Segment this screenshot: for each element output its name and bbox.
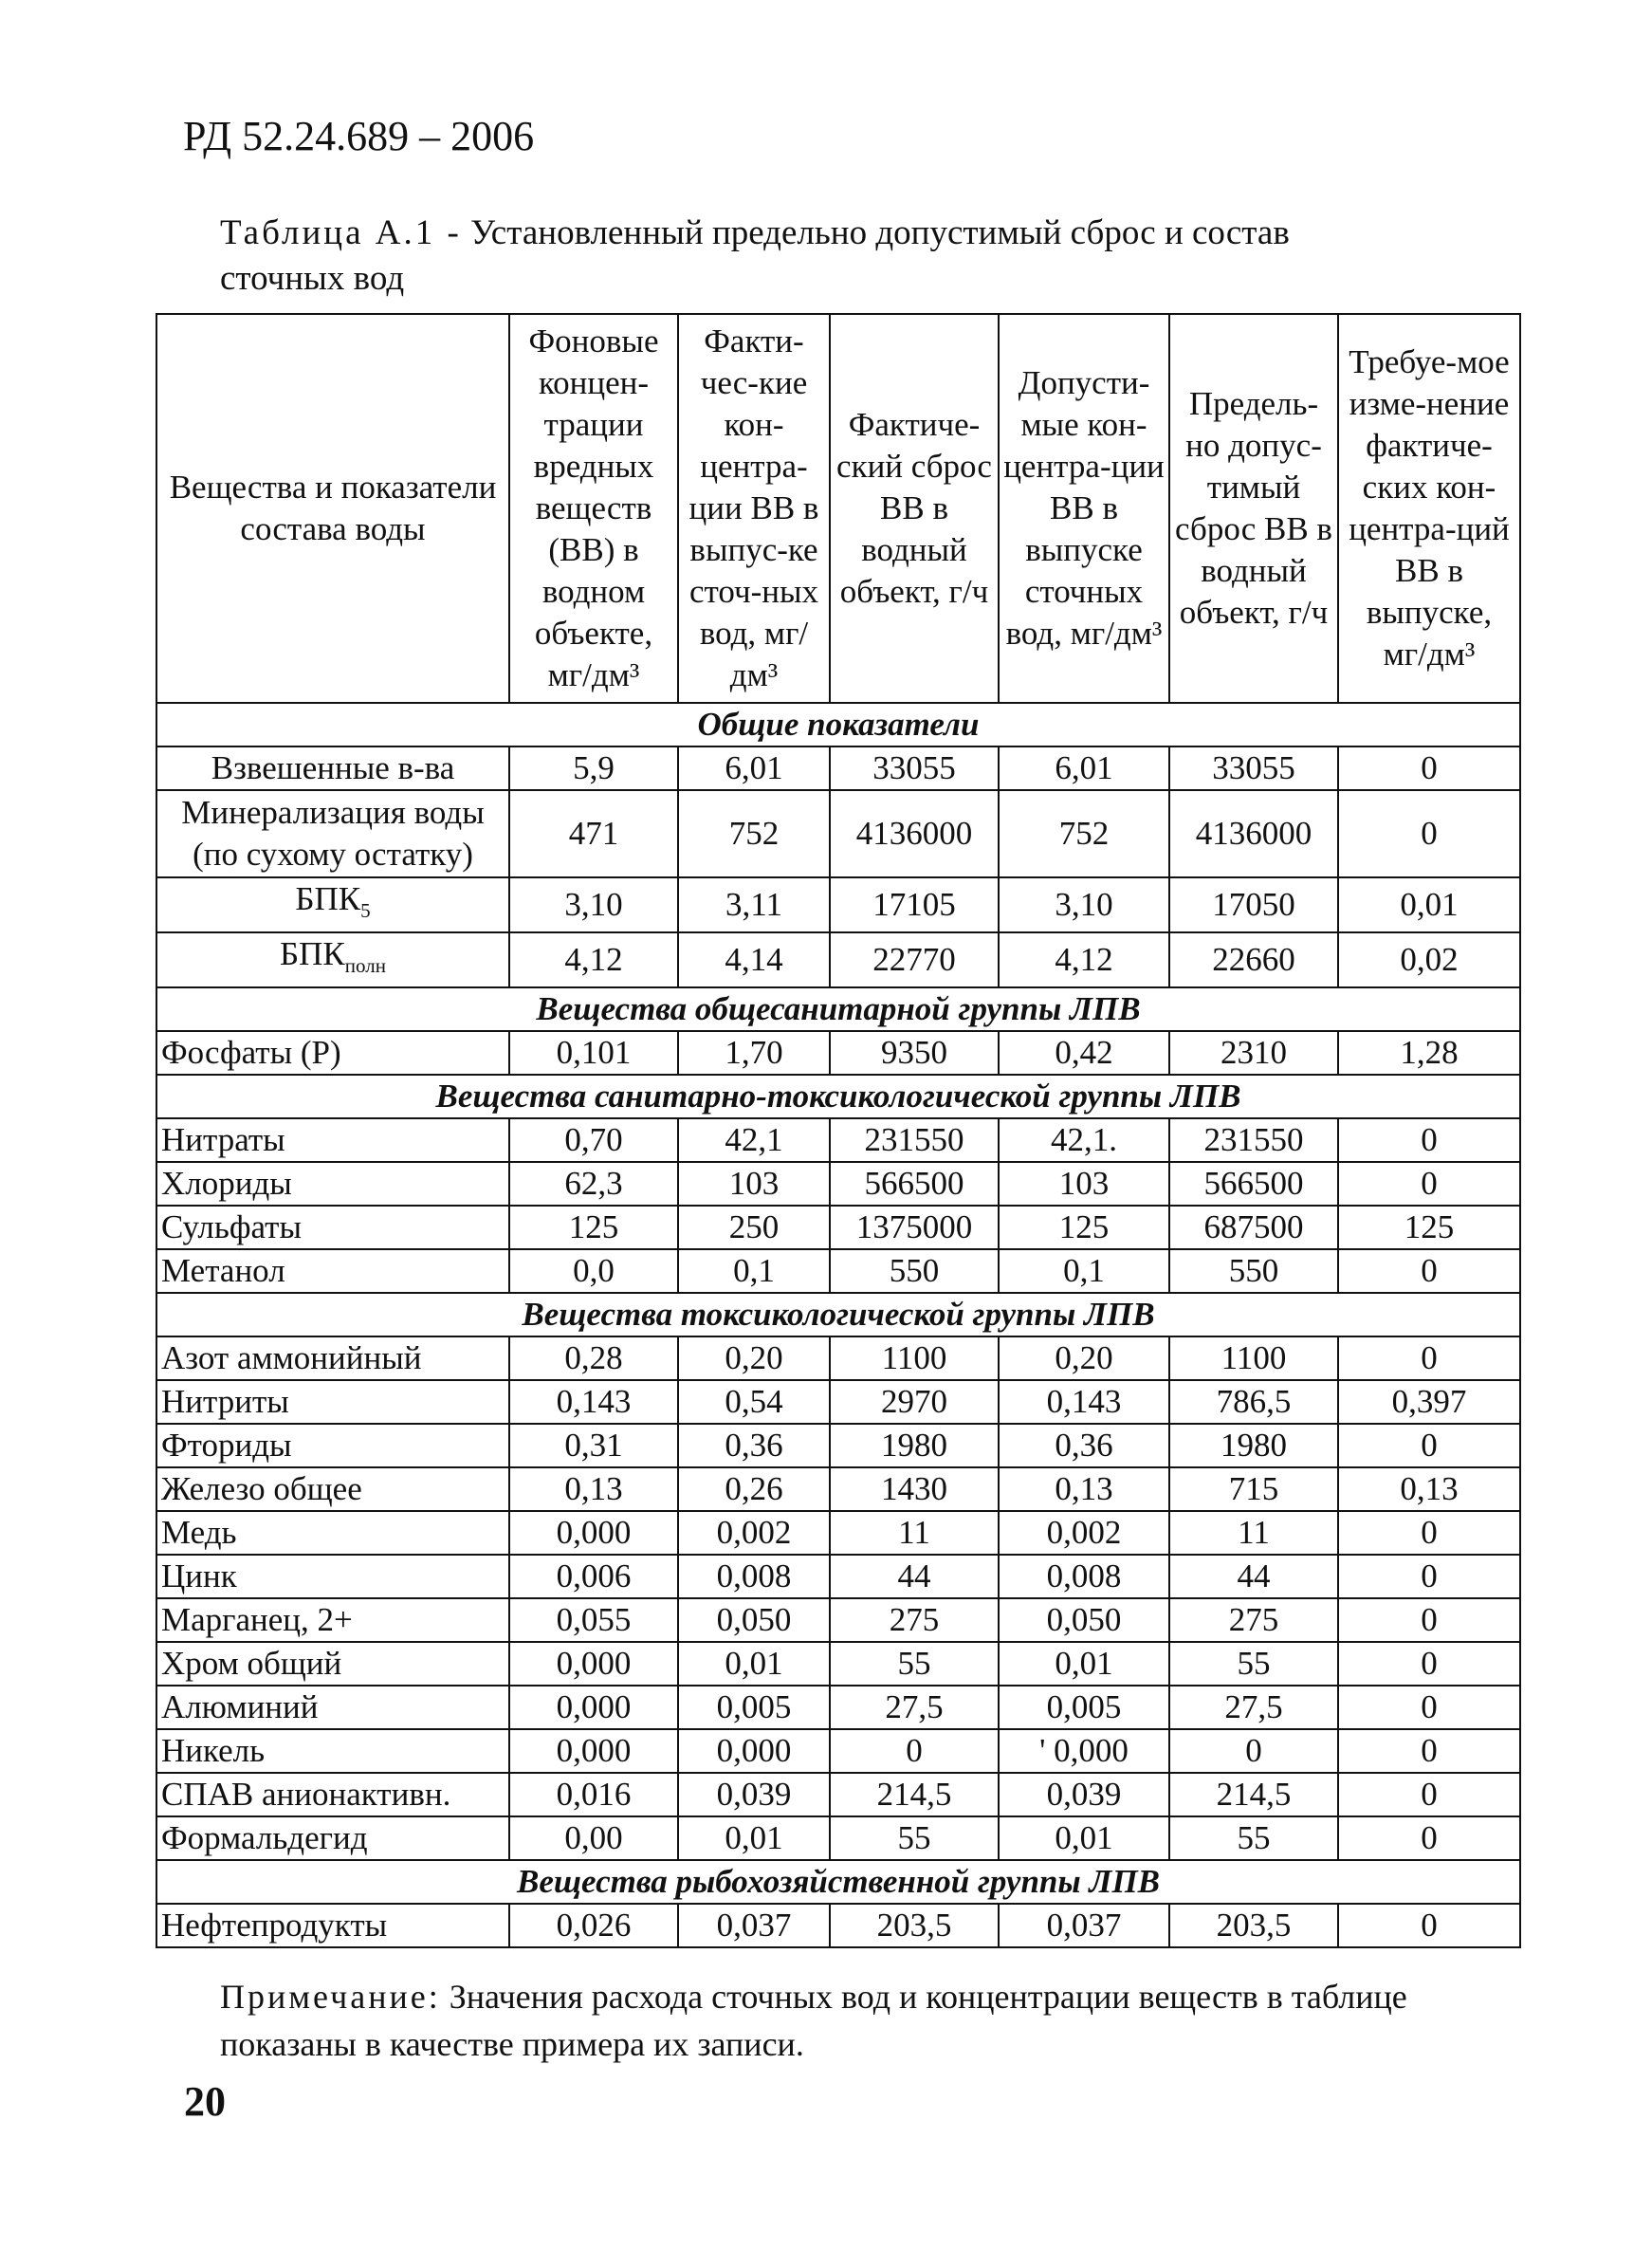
- value-cell: 0,01: [678, 1642, 830, 1686]
- value-cell: 275: [1169, 1598, 1338, 1642]
- substance-label: Никель: [161, 1732, 266, 1769]
- value-cell: 11: [830, 1511, 999, 1555]
- table-row: [156, 1598, 1520, 1642]
- section-title: Вещества токсикологической группы ЛПВ: [156, 1293, 1520, 1336]
- value-cell: 0: [1338, 1249, 1520, 1293]
- table-row: [156, 1729, 1520, 1773]
- substance-name: [156, 1162, 509, 1206]
- value-cell: 0,01: [999, 1642, 1169, 1686]
- substance-name: [156, 877, 509, 932]
- substance-label: Нефтепродукты: [161, 1907, 388, 1944]
- value-cell: 1,28: [1338, 1031, 1520, 1075]
- value-cell: 0: [1338, 1816, 1520, 1860]
- value-cell: 0,28: [509, 1336, 678, 1380]
- substance-name: [156, 1904, 509, 1947]
- value-cell: 0,005: [999, 1686, 1169, 1729]
- value-cell: 0,000: [509, 1511, 678, 1555]
- value-cell: 0,42: [999, 1031, 1169, 1075]
- section-row: [156, 703, 1520, 746]
- value-cell: 27,5: [830, 1686, 999, 1729]
- substance-label: БПК: [280, 935, 345, 972]
- table-row: [156, 1336, 1520, 1380]
- value-cell: 687500: [1169, 1206, 1338, 1249]
- value-cell: 33055: [830, 746, 999, 790]
- caption-label: Таблица А.1 -: [220, 213, 462, 252]
- substance-label: Цинк: [161, 1557, 237, 1594]
- value-cell: 0,1: [999, 1249, 1169, 1293]
- value-cell: 22660: [1169, 932, 1338, 987]
- table-row: [156, 1206, 1520, 1249]
- section-title: Вещества санитарно-токсикологической группы ЛПВ: [156, 1075, 1520, 1118]
- substance-name: [156, 1118, 509, 1162]
- value-cell: 4136000: [830, 790, 999, 877]
- value-cell: 1100: [830, 1336, 999, 1380]
- value-cell: 0: [1338, 1904, 1520, 1947]
- value-cell: 0,00: [509, 1816, 678, 1860]
- column-header: Фактиче-ский сброс ВВ в водный объект, г/ч: [830, 314, 999, 703]
- column-header: Вещества и показатели состава воды: [156, 314, 509, 703]
- table-row: [156, 1904, 1520, 1947]
- value-cell: 0,000: [509, 1729, 678, 1773]
- value-cell: 2310: [1169, 1031, 1338, 1075]
- table-row: [156, 1162, 1520, 1206]
- value-cell: 203,5: [1169, 1904, 1338, 1947]
- value-cell: 752: [999, 790, 1169, 877]
- section-row: [156, 987, 1520, 1031]
- value-cell: 0,13: [999, 1467, 1169, 1511]
- value-cell: 0: [1338, 746, 1520, 790]
- value-cell: 4,14: [678, 932, 830, 987]
- substance-name: [156, 1249, 509, 1293]
- column-header: Фоновые концен-трации вредных веществ (ВВ) в водном объекте, мг/дм³: [509, 314, 678, 703]
- value-cell: 0: [1338, 1118, 1520, 1162]
- value-cell: 0,143: [999, 1380, 1169, 1424]
- substance-label: СПАВ анионактивн.: [161, 1776, 451, 1813]
- substance-label: Азот аммонийный: [161, 1339, 422, 1376]
- substance-label: Сульфаты: [161, 1208, 302, 1245]
- caption-text: Установленный предельно допустимый сброс и состав: [461, 213, 1290, 252]
- value-cell: 4136000: [1169, 790, 1338, 877]
- value-cell: 0,397: [1338, 1380, 1520, 1424]
- substance-name: [156, 790, 509, 877]
- page-number: 20: [184, 2078, 226, 2125]
- limits-table: [156, 313, 1521, 1948]
- substance-name: [156, 1511, 509, 1555]
- table-row: [156, 790, 1520, 877]
- substance-name: [156, 1424, 509, 1467]
- value-cell: 0,26: [678, 1467, 830, 1511]
- header-row: [156, 314, 1520, 703]
- value-cell: 0,36: [999, 1424, 1169, 1467]
- value-cell: 0,000: [678, 1729, 830, 1773]
- value-cell: 11: [1169, 1511, 1338, 1555]
- value-cell: 0,01: [1338, 877, 1520, 932]
- value-cell: 6,01: [678, 746, 830, 790]
- substance-label: Нитраты: [161, 1121, 285, 1158]
- substance-label: Хлориды: [161, 1165, 292, 1202]
- substance-label: Взвешенные в-ва: [211, 749, 455, 786]
- table-row: [156, 1467, 1520, 1511]
- value-cell: 0: [1338, 1424, 1520, 1467]
- substance-label: Нитриты: [161, 1383, 289, 1420]
- value-cell: 0,050: [999, 1598, 1169, 1642]
- section-row: [156, 1293, 1520, 1336]
- value-cell: 125: [509, 1206, 678, 1249]
- value-cell: 0,70: [509, 1118, 678, 1162]
- value-cell: 55: [830, 1642, 999, 1686]
- substance-label: Хром общий: [161, 1645, 342, 1682]
- value-cell: 0,000: [509, 1642, 678, 1686]
- value-cell: 0,000: [509, 1686, 678, 1729]
- table-row: [156, 932, 1520, 987]
- substance-name: [156, 1598, 509, 1642]
- table-row: [156, 1031, 1520, 1075]
- table-row: [156, 1816, 1520, 1860]
- value-cell: 1,70: [678, 1031, 830, 1075]
- value-cell: 9350: [830, 1031, 999, 1075]
- value-cell: 0,31: [509, 1424, 678, 1467]
- value-cell: 0,02: [1338, 932, 1520, 987]
- value-cell: 103: [999, 1162, 1169, 1206]
- value-cell: 1375000: [830, 1206, 999, 1249]
- value-cell: 0,016: [509, 1773, 678, 1816]
- value-cell: 0: [1338, 1729, 1520, 1773]
- substance-name: [156, 1555, 509, 1598]
- substance-subscript: 5: [360, 899, 371, 922]
- value-cell: 275: [830, 1598, 999, 1642]
- substance-name: [156, 932, 509, 987]
- table-body: [156, 703, 1520, 1947]
- value-cell: 0,055: [509, 1598, 678, 1642]
- substance-label: Минерализация воды (по сухому остатку): [181, 794, 485, 873]
- value-cell: 0: [1338, 1773, 1520, 1816]
- value-cell: 0,002: [999, 1511, 1169, 1555]
- substance-label: Марганец, 2+: [161, 1601, 353, 1638]
- value-cell: 0: [1338, 1555, 1520, 1598]
- value-cell: 0: [830, 1729, 999, 1773]
- value-cell: 62,3: [509, 1162, 678, 1206]
- value-cell: 550: [1169, 1249, 1338, 1293]
- value-cell: 17050: [1169, 877, 1338, 932]
- value-cell: 566500: [1169, 1162, 1338, 1206]
- substance-label: Формальдегид: [161, 1819, 368, 1856]
- substance-name: [156, 1729, 509, 1773]
- value-cell: 471: [509, 790, 678, 877]
- value-cell: 0: [1338, 790, 1520, 877]
- substance-name: [156, 1816, 509, 1860]
- value-cell: 0,20: [999, 1336, 1169, 1380]
- value-cell: 0,143: [509, 1380, 678, 1424]
- value-cell: 5,9: [509, 746, 678, 790]
- value-cell: 55: [830, 1816, 999, 1860]
- substance-name: [156, 1686, 509, 1729]
- value-cell: 0,0: [509, 1249, 678, 1293]
- value-cell: 44: [830, 1555, 999, 1598]
- substance-name: [156, 1773, 509, 1816]
- value-cell: 0: [1338, 1162, 1520, 1206]
- value-cell: 1430: [830, 1467, 999, 1511]
- document-header: РД 52.24.689 – 2006: [183, 113, 535, 159]
- value-cell: 214,5: [830, 1773, 999, 1816]
- value-cell: 0: [1338, 1642, 1520, 1686]
- value-cell: 4,12: [999, 932, 1169, 987]
- value-cell: 715: [1169, 1467, 1338, 1511]
- table-row: [156, 1380, 1520, 1424]
- value-cell: 0,002: [678, 1511, 830, 1555]
- substance-name: [156, 1206, 509, 1249]
- column-header: Предель-но допус-тимый сброс ВВ в водный объект, г/ч: [1169, 314, 1338, 703]
- substance-label: Фосфаты (Р): [161, 1034, 341, 1071]
- value-cell: 0: [1338, 1336, 1520, 1380]
- section-row: [156, 1075, 1520, 1118]
- value-cell: 0,101: [509, 1031, 678, 1075]
- substance-name: [156, 1642, 509, 1686]
- value-cell: 214,5: [1169, 1773, 1338, 1816]
- table-row: [156, 1424, 1520, 1467]
- substance-name: [156, 1380, 509, 1424]
- value-cell: 1980: [1169, 1424, 1338, 1467]
- value-cell: 42,1.: [999, 1118, 1169, 1162]
- substance-subscript: полн: [344, 954, 386, 977]
- section-title: Вещества рыбохозяйственной группы ЛПВ: [156, 1860, 1520, 1904]
- table-row: [156, 1686, 1520, 1729]
- table-caption: [220, 211, 1290, 302]
- value-cell: 0,005: [678, 1686, 830, 1729]
- value-cell: 0: [1338, 1598, 1520, 1642]
- substance-label: Железо общее: [161, 1470, 362, 1507]
- value-cell: 55: [1169, 1642, 1338, 1686]
- value-cell: 0,050: [678, 1598, 830, 1642]
- value-cell: 17105: [830, 877, 999, 932]
- value-cell: 125: [999, 1206, 1169, 1249]
- substance-label: Алюминий: [161, 1688, 319, 1725]
- value-cell: 103: [678, 1162, 830, 1206]
- value-cell: 231550: [830, 1118, 999, 1162]
- value-cell: 1980: [830, 1424, 999, 1467]
- column-header: Допусти-мые кон-центра-ции ВВ в выпуске сточных вод, мг/дм³: [999, 314, 1169, 703]
- value-cell: 250: [678, 1206, 830, 1249]
- section-title: Вещества общесанитарной группы ЛПВ: [156, 987, 1520, 1031]
- note-text: Значения расхода сточных вод и концентрации веществ в таблице показаны в качестве примера их записи.: [220, 1978, 1407, 2063]
- value-cell: 0,006: [509, 1555, 678, 1598]
- value-cell: 44: [1169, 1555, 1338, 1598]
- substance-name: [156, 1031, 509, 1075]
- value-cell: 231550: [1169, 1118, 1338, 1162]
- substance-label: Медь: [161, 1514, 237, 1551]
- substance-label: Фториды: [161, 1427, 292, 1464]
- value-cell: 2970: [830, 1380, 999, 1424]
- note: [220, 1973, 1519, 2068]
- value-cell: 0,039: [678, 1773, 830, 1816]
- value-cell: 0,13: [509, 1467, 678, 1511]
- note-label: Примечание:: [220, 1978, 441, 2016]
- value-cell: 0,026: [509, 1904, 678, 1947]
- value-cell: 0,039: [999, 1773, 1169, 1816]
- substance-name: [156, 1467, 509, 1511]
- value-cell: 0,037: [999, 1904, 1169, 1947]
- value-cell: 3,11: [678, 877, 830, 932]
- substance-name: [156, 746, 509, 790]
- value-cell: 33055: [1169, 746, 1338, 790]
- value-cell: 0,008: [678, 1555, 830, 1598]
- value-cell: 1100: [1169, 1336, 1338, 1380]
- value-cell: 0,01: [999, 1816, 1169, 1860]
- value-cell: 27,5: [1169, 1686, 1338, 1729]
- value-cell: 6,01: [999, 746, 1169, 790]
- value-cell: 22770: [830, 932, 999, 987]
- value-cell: 0,037: [678, 1904, 830, 1947]
- substance-name: [156, 1336, 509, 1380]
- value-cell: 0,008: [999, 1555, 1169, 1598]
- table-row: [156, 1642, 1520, 1686]
- value-cell: 55: [1169, 1816, 1338, 1860]
- substance-label: Метанол: [161, 1252, 285, 1289]
- value-cell: 0: [1338, 1511, 1520, 1555]
- value-cell: 0,20: [678, 1336, 830, 1380]
- table-row: [156, 1773, 1520, 1816]
- section-title: Общие показатели: [156, 703, 1520, 746]
- caption-text-line2: сточных вод: [220, 259, 405, 298]
- value-cell: 0,13: [1338, 1467, 1520, 1511]
- value-cell: 752: [678, 790, 830, 877]
- table-row: [156, 1555, 1520, 1598]
- value-cell: 125: [1338, 1206, 1520, 1249]
- value-cell: 203,5: [830, 1904, 999, 1947]
- column-header: Требуе-мое изме-нение фактиче-ских кон-центра-ций ВВ в выпуске, мг/дм³: [1338, 314, 1520, 703]
- value-cell: 0: [1169, 1729, 1338, 1773]
- value-cell: 786,5: [1169, 1380, 1338, 1424]
- value-cell: 0,54: [678, 1380, 830, 1424]
- value-cell: 550: [830, 1249, 999, 1293]
- value-cell: 0,01: [678, 1816, 830, 1860]
- value-cell: 3,10: [509, 877, 678, 932]
- value-cell: 0,1: [678, 1249, 830, 1293]
- table-row: [156, 1118, 1520, 1162]
- value-cell: 42,1: [678, 1118, 830, 1162]
- table-row: [156, 877, 1520, 932]
- value-cell: ' 0,000: [999, 1729, 1169, 1773]
- column-header: Факти-чес-кие кон-центра-ции ВВ в выпус-ке сточ-ных вод, мг/дм³: [678, 314, 830, 703]
- table-row: [156, 1511, 1520, 1555]
- value-cell: 566500: [830, 1162, 999, 1206]
- value-cell: 0: [1338, 1686, 1520, 1729]
- value-cell: 4,12: [509, 932, 678, 987]
- table-row: [156, 1249, 1520, 1293]
- section-row: [156, 1860, 1520, 1904]
- substance-label: БПК: [295, 880, 361, 917]
- table-row: [156, 746, 1520, 790]
- value-cell: 3,10: [999, 877, 1169, 932]
- value-cell: 0,36: [678, 1424, 830, 1467]
